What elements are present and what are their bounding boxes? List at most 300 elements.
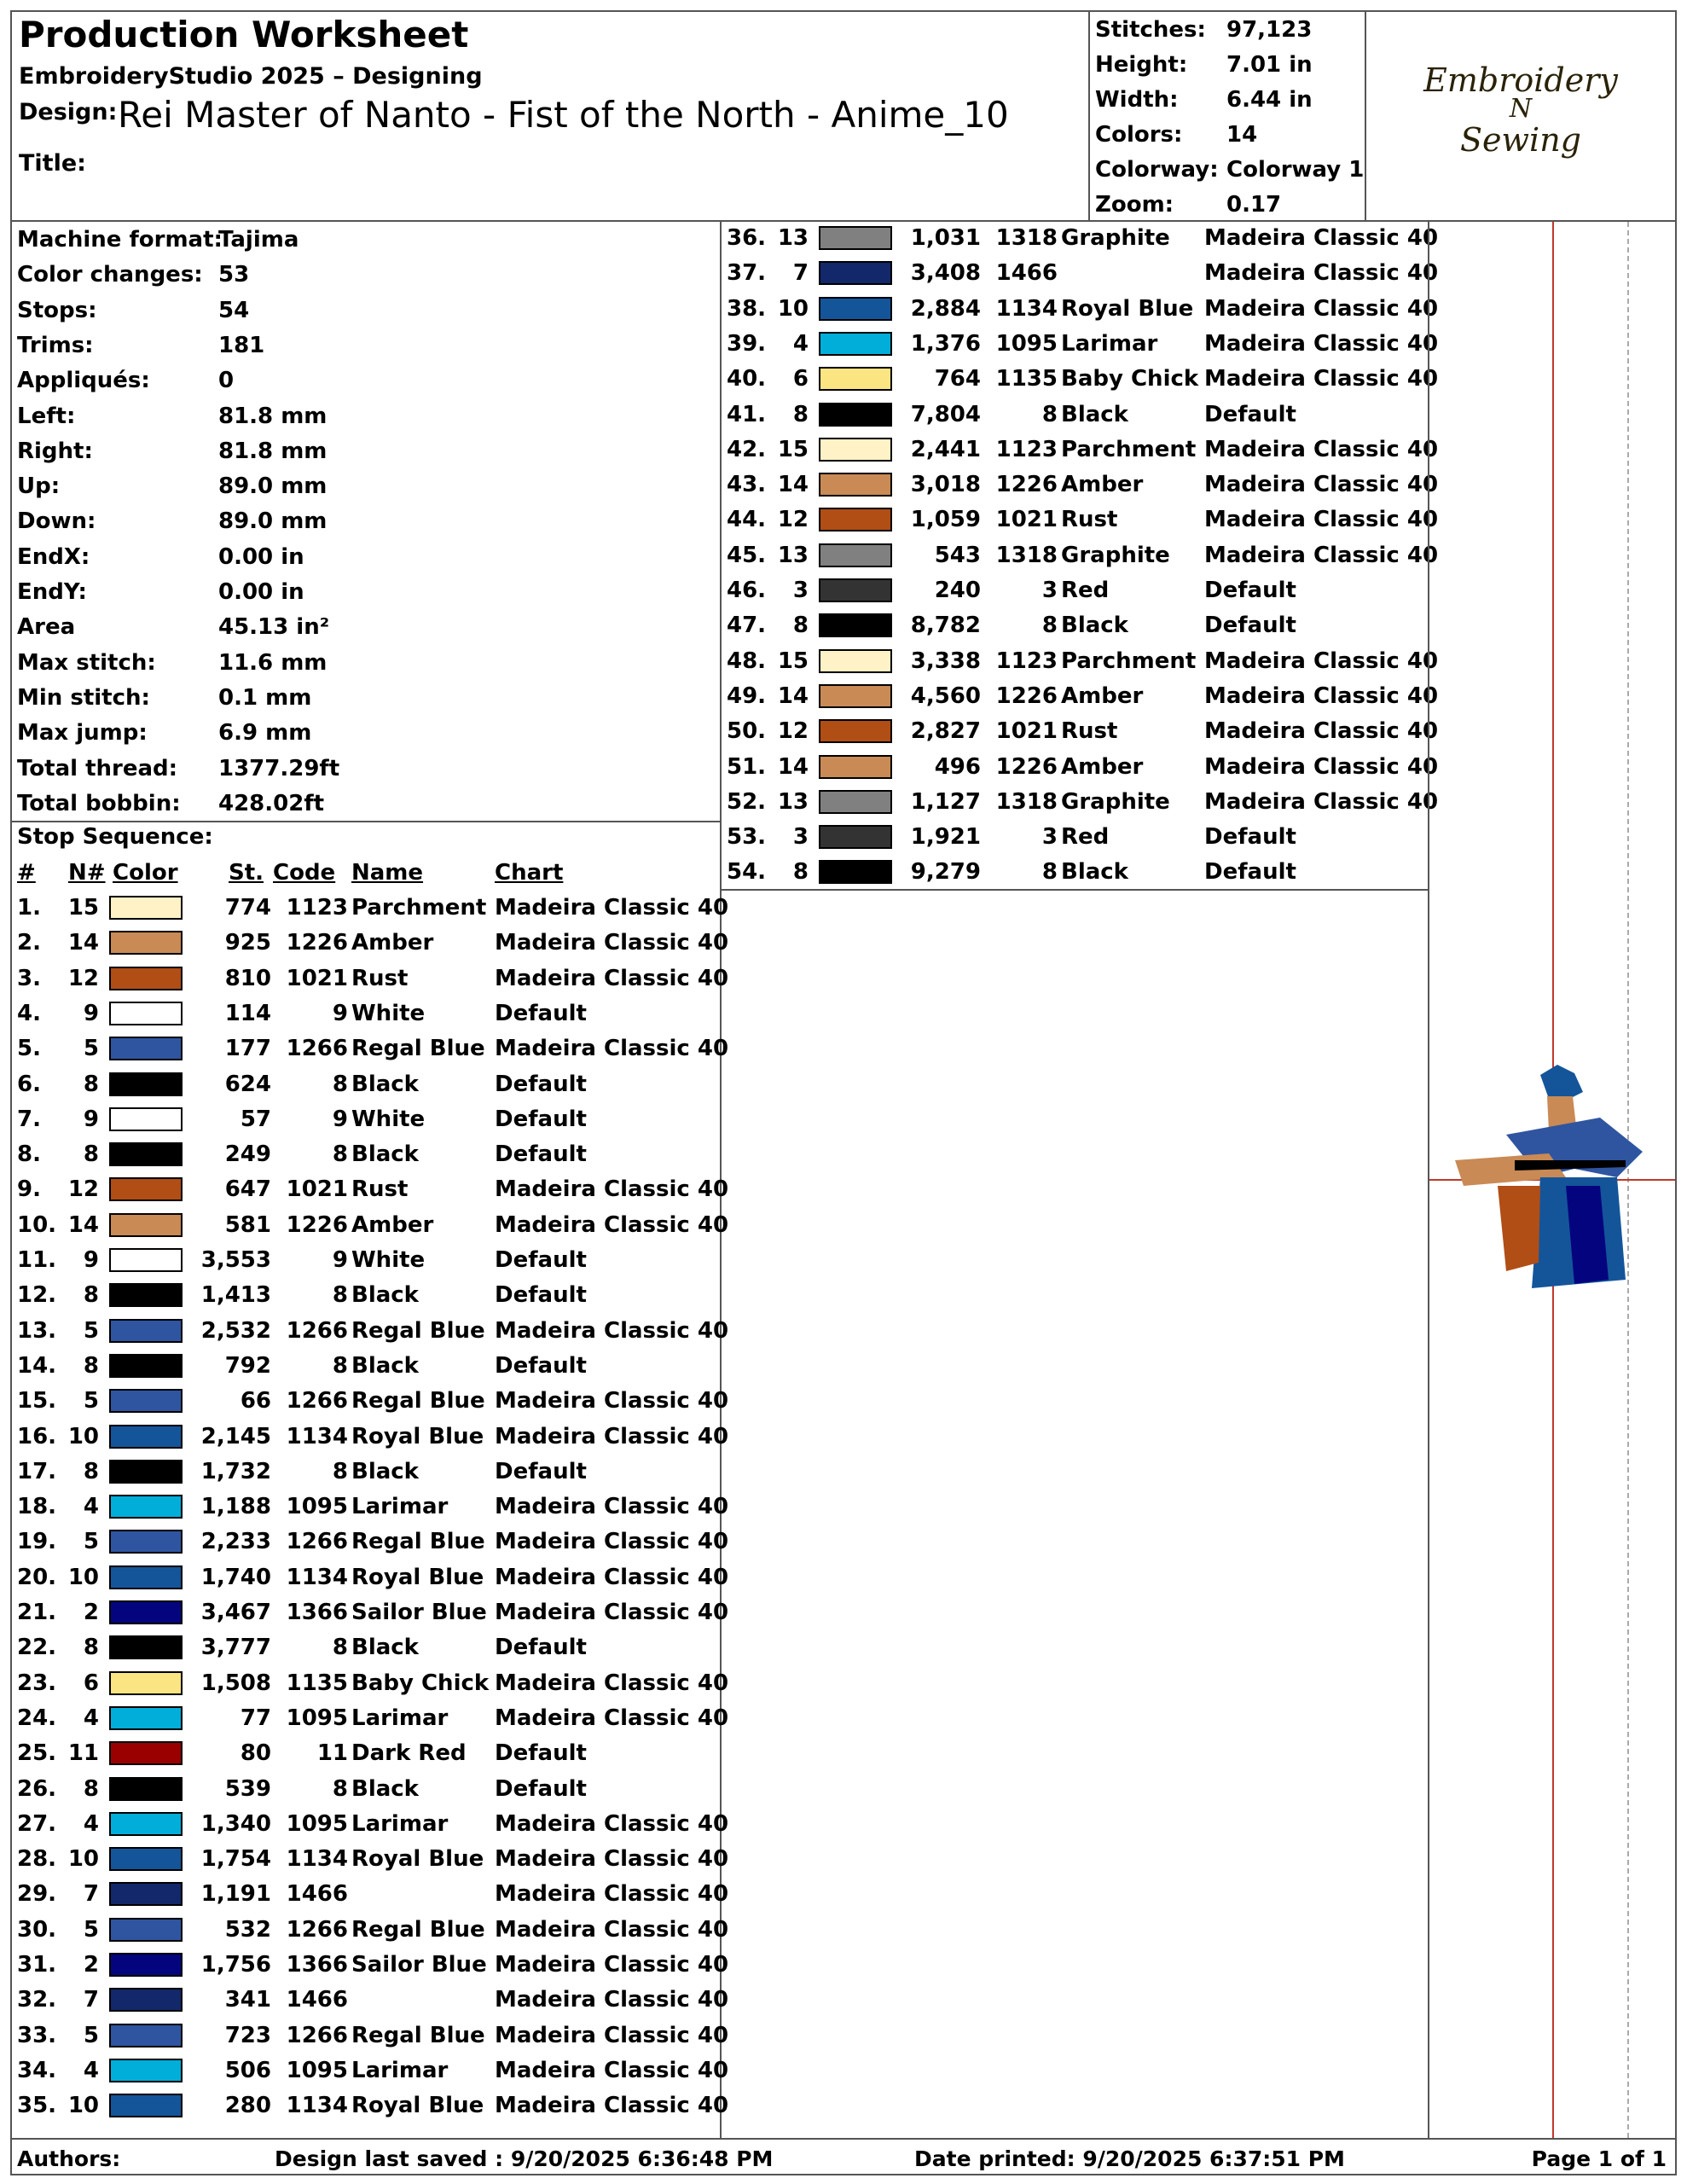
thread-name: Black (351, 1635, 419, 1661)
color-swatch (819, 508, 892, 531)
stitch-count: 810 (224, 965, 271, 991)
thread-name: Red (1061, 578, 1110, 603)
thread-code: 1266 (286, 1529, 348, 1555)
thread-code: 8 (332, 1071, 348, 1097)
stitch-count: 77 (240, 1705, 271, 1731)
row-number: 35. (17, 2093, 57, 2119)
thread-name: Black (1061, 859, 1128, 886)
thread-name: Black (351, 1071, 419, 1097)
logo-panel (1365, 10, 1677, 222)
info-label: Max stitch: (17, 649, 156, 676)
row-number: 27. (17, 1810, 57, 1837)
row-number: 46. (727, 578, 767, 603)
col-header-code: Code (273, 860, 336, 886)
stitch-count: 496 (934, 753, 981, 780)
thread-code: 1226 (995, 472, 1058, 498)
sequence-row (12, 1667, 729, 1702)
thread-code: 1226 (995, 682, 1058, 709)
color-swatch (109, 1425, 183, 1449)
color-swatch (109, 1600, 183, 1624)
thread-name: Black (351, 1352, 419, 1379)
needle-number: 8 (83, 1141, 99, 1168)
row-number: 22. (17, 1635, 57, 1661)
info-value: 428.02ft (218, 790, 325, 816)
info-value: 181 (218, 332, 265, 358)
row-number: 39. (727, 330, 767, 357)
thread-chart: Madeira Classic 40 (495, 1176, 729, 1203)
stitch-count: 249 (224, 1141, 271, 1168)
color-swatch (109, 1177, 183, 1201)
thread-chart: Default (495, 1458, 587, 1484)
row-number: 14. (17, 1352, 57, 1379)
stitch-count: 3,338 (910, 648, 981, 674)
stitch-count: 1,127 (910, 788, 981, 815)
color-swatch (819, 790, 892, 814)
thread-chart: Madeira Classic 40 (1204, 753, 1439, 780)
needle-number: 10 (67, 1423, 99, 1449)
embroidery-n-sewing-logo (1366, 61, 1675, 189)
info-value: 1377.29ft (218, 755, 340, 781)
row-number: 15. (17, 1388, 57, 1414)
header-panel (10, 10, 1090, 222)
sequence-row (12, 1385, 729, 1420)
stop-sequence-panel (10, 821, 729, 2140)
thread-name: Regal Blue (351, 1317, 485, 1344)
thread-chart: Madeira Classic 40 (1204, 718, 1439, 745)
needle-number: 7 (83, 1987, 99, 2013)
thread-code: 1226 (286, 930, 348, 956)
thread-name: Parchment (1061, 436, 1197, 462)
row-number: 32. (17, 1987, 57, 2013)
row-number: 18. (17, 1494, 57, 1520)
row-number: 31. (17, 1952, 57, 1978)
row-number: 28. (17, 1846, 57, 1873)
color-swatch (109, 1283, 183, 1307)
color-swatch (109, 1389, 183, 1413)
info-value: 81.8 mm (218, 403, 328, 429)
sequence-row (12, 1878, 729, 1913)
stitch-count: 3,018 (910, 472, 981, 498)
thread-code: 1095 (286, 1810, 348, 1837)
stitch-count: 764 (934, 366, 981, 392)
sequence-row (722, 786, 1439, 821)
color-swatch (109, 1918, 183, 1942)
needle-number: 14 (67, 930, 99, 956)
thread-chart: Madeira Classic 40 (495, 1810, 729, 1837)
color-swatch (819, 473, 892, 497)
stitch-count: 506 (224, 2057, 271, 2083)
thread-code: 1318 (995, 542, 1058, 568)
color-swatch (109, 1741, 183, 1765)
thread-code: 1134 (286, 1423, 348, 1449)
sequence-row (722, 574, 1429, 609)
thread-name: White (351, 1000, 426, 1026)
thread-code: 8 (332, 1141, 348, 1168)
needle-number: 15 (777, 648, 809, 674)
needle-number: 10 (67, 1564, 99, 1590)
row-number: 26. (17, 1775, 57, 1802)
stitch-count: 1,340 (200, 1810, 271, 1837)
info-value: 54 (218, 297, 250, 323)
sequence-row (722, 715, 1439, 750)
thread-chart: Madeira Classic 40 (1204, 225, 1439, 251)
thread-code: 8 (1041, 401, 1058, 427)
stop-sequence-continued (720, 220, 1439, 891)
thread-name: Dark Red (351, 1740, 467, 1767)
thread-name: Regal Blue (351, 2022, 485, 2048)
stitch-count: 2,532 (200, 1317, 271, 1344)
stitch-count: 925 (224, 930, 271, 956)
stitch-count: 66 (240, 1388, 271, 1414)
needle-number: 10 (67, 1846, 99, 1873)
row-number: 19. (17, 1529, 57, 1555)
sequence-row (722, 328, 1439, 363)
thread-name: Rust (351, 1176, 409, 1203)
thread-name: Black (351, 1775, 419, 1802)
stat-label: Colors: (1095, 122, 1183, 148)
thread-chart: Madeira Classic 40 (495, 1916, 729, 1943)
thread-chart: Madeira Classic 40 (495, 1529, 729, 1555)
color-swatch (109, 2024, 183, 2048)
needle-number: 5 (83, 1916, 99, 1943)
row-number: 10. (17, 1211, 57, 1238)
thread-name: Larimar (351, 1705, 449, 1731)
sequence-row (722, 680, 1439, 715)
sequence-row (12, 1173, 729, 1208)
thread-chart: Madeira Classic 40 (495, 2093, 729, 2119)
sequence-row (722, 398, 1429, 433)
thread-name: Royal Blue (351, 1564, 484, 1590)
sequence-row (12, 1420, 729, 1455)
sequence-row (722, 468, 1439, 503)
stitch-count: 9,279 (910, 859, 981, 886)
color-swatch (109, 1530, 183, 1554)
color-swatch (109, 1777, 183, 1801)
stitch-count: 177 (224, 1036, 271, 1062)
stitch-count: 1,376 (910, 330, 981, 357)
info-label: Total bobbin: (17, 790, 181, 816)
color-swatch (109, 1037, 183, 1060)
stitch-count: 647 (224, 1176, 271, 1203)
sequence-row (722, 257, 1439, 292)
color-swatch (819, 649, 892, 673)
thread-name: Amber (1061, 753, 1144, 780)
thread-code: 1366 (286, 1952, 348, 1978)
thread-name: Rust (1061, 507, 1118, 533)
thread-code: 1123 (286, 895, 348, 921)
info-label: Right: (17, 438, 93, 464)
sequence-row (12, 1068, 720, 1103)
needle-number: 4 (83, 1810, 99, 1837)
thread-code: 1134 (286, 2093, 348, 2119)
row-number: 20. (17, 1564, 57, 1590)
color-swatch (109, 1142, 183, 1166)
needle-number: 4 (83, 2057, 99, 2083)
thread-chart: Madeira Classic 40 (1204, 330, 1439, 357)
thread-name: Regal Blue (351, 1036, 485, 1062)
thread-code: 1135 (995, 366, 1058, 392)
info-label: EndX: (17, 543, 90, 570)
stitch-count: 280 (224, 2093, 271, 2119)
color-swatch (109, 1107, 183, 1131)
thread-code: 3 (1041, 578, 1058, 603)
footer (10, 2138, 1677, 2175)
stitch-count: 2,827 (910, 718, 981, 745)
thread-chart: Madeira Classic 40 (495, 1564, 729, 1590)
thread-name: Black (1061, 613, 1128, 639)
color-swatch (109, 1495, 183, 1519)
color-swatch (109, 1213, 183, 1237)
thread-code: 1466 (286, 1987, 348, 2013)
thread-name: Black (351, 1141, 419, 1168)
thread-code: 11 (316, 1740, 348, 1767)
stitch-count: 57 (240, 1106, 271, 1132)
stitch-count: 581 (224, 1211, 271, 1238)
col-header-st: St. (229, 860, 264, 886)
stat-value: 6.44 in (1226, 87, 1313, 113)
thread-code: 1266 (286, 1388, 348, 1414)
thread-code: 8 (1041, 859, 1058, 886)
row-number: 24. (17, 1705, 57, 1731)
stat-value: Colorway 1 (1226, 157, 1365, 183)
needle-number: 12 (777, 718, 809, 745)
sequence-row (12, 1702, 729, 1737)
stitch-count: 3,777 (200, 1635, 271, 1661)
sequence-row (722, 609, 1429, 644)
stitch-count: 4,560 (910, 682, 981, 709)
color-swatch (109, 1635, 183, 1659)
sequence-row (722, 433, 1439, 468)
authors-label: Authors: (17, 2146, 121, 2171)
sequence-row (722, 751, 1439, 786)
thread-code: 1134 (286, 1564, 348, 1590)
thread-name: Parchment (1061, 648, 1197, 674)
thread-code: 1226 (286, 1211, 348, 1238)
thread-chart: Madeira Classic 40 (495, 1036, 729, 1062)
thread-name: Red (1061, 824, 1110, 851)
thread-chart: Default (495, 1141, 587, 1168)
row-number: 16. (17, 1423, 57, 1449)
info-label: Total thread: (17, 755, 178, 781)
needle-number: 9 (83, 1106, 99, 1132)
design-label: Design: (19, 99, 118, 125)
thread-name: White (351, 1247, 426, 1273)
stitch-count: 774 (224, 895, 271, 921)
row-number: 2. (17, 930, 41, 956)
row-number: 49. (727, 682, 767, 709)
color-swatch (109, 967, 183, 990)
row-number: 50. (727, 718, 767, 745)
title-label: Title: (19, 150, 86, 177)
row-number: 1. (17, 895, 41, 921)
page-number: Page 1 of 1 (1531, 2146, 1667, 2171)
stitch-count: 341 (224, 1987, 271, 2013)
needle-number: 2 (83, 1600, 99, 1625)
thread-chart: Madeira Classic 40 (1204, 295, 1439, 322)
thread-name: Graphite (1061, 542, 1170, 568)
thread-code: 1466 (286, 1881, 348, 1908)
needle-number: 5 (83, 1529, 99, 1555)
stat-label: Colorway: (1095, 157, 1219, 183)
color-swatch (109, 2094, 183, 2117)
sequence-row (12, 1138, 720, 1173)
row-number: 38. (727, 295, 767, 322)
info-value: 45.13 in² (218, 614, 330, 641)
stitch-count: 1,740 (200, 1564, 271, 1590)
row-number: 48. (727, 648, 767, 674)
needle-number: 10 (67, 2093, 99, 2119)
thread-chart: Default (1204, 401, 1296, 427)
thread-chart: Madeira Classic 40 (1204, 472, 1439, 498)
color-swatch (109, 1706, 183, 1730)
row-number: 8. (17, 1141, 41, 1168)
sequence-row (722, 856, 1429, 891)
needle-number: 8 (83, 1458, 99, 1484)
needle-number: 8 (83, 1282, 99, 1309)
thread-chart: Default (1204, 613, 1296, 639)
color-swatch (819, 825, 892, 849)
stitch-count: 1,031 (910, 225, 981, 251)
stitch-count: 1,756 (200, 1952, 271, 1978)
info-label: Left: (17, 403, 76, 429)
color-swatch (819, 860, 892, 884)
color-swatch (109, 1882, 183, 1906)
color-swatch (109, 1319, 183, 1343)
color-swatch (109, 1565, 183, 1589)
design-info-panel (10, 220, 722, 822)
info-label: Machine format: (17, 227, 223, 253)
color-swatch (109, 931, 183, 955)
app-name: EmbroideryStudio 2025 – Designing (19, 63, 483, 90)
thread-name: Larimar (1061, 330, 1158, 357)
thread-code: 1095 (995, 330, 1058, 357)
row-number: 4. (17, 1000, 41, 1026)
row-number: 52. (727, 788, 767, 815)
row-number: 5. (17, 1036, 41, 1062)
thread-chart: Madeira Classic 40 (1204, 788, 1439, 815)
thread-name: Graphite (1061, 788, 1170, 815)
color-swatch (819, 226, 892, 250)
thread-code: 8 (332, 1458, 348, 1484)
thread-name: Royal Blue (351, 1423, 484, 1449)
thread-code: 1266 (286, 2022, 348, 2048)
row-number: 53. (727, 824, 767, 851)
needle-number: 6 (83, 1670, 99, 1696)
needle-number: 13 (777, 788, 809, 815)
sequence-row (12, 1596, 729, 1631)
thread-code: 1266 (286, 1317, 348, 1344)
thread-name: Baby Chick (1061, 366, 1199, 392)
thread-chart: Madeira Classic 40 (495, 1600, 729, 1625)
stitch-count: 792 (224, 1352, 271, 1379)
thread-name: Regal Blue (351, 1916, 485, 1943)
thread-code: 1123 (995, 436, 1058, 462)
thread-code: 3 (1041, 824, 1058, 851)
row-number: 23. (17, 1670, 57, 1696)
thread-name: Larimar (351, 1494, 449, 1520)
sequence-row (12, 1455, 720, 1490)
info-value: 0 (218, 368, 235, 394)
thread-chart: Default (495, 1740, 587, 1767)
thread-code: 1095 (286, 2057, 348, 2083)
design-thumbnail (1438, 1058, 1668, 1314)
sequence-row (12, 997, 720, 1032)
thread-chart: Default (495, 1635, 587, 1661)
thread-name: Royal Blue (351, 2093, 484, 2119)
logo-line-1: Embroidery (1423, 61, 1618, 99)
thread-name: Sailor Blue (351, 1952, 487, 1978)
needle-number: 5 (83, 1388, 99, 1414)
color-swatch (109, 1460, 183, 1484)
thread-name: Sailor Blue (351, 1600, 487, 1625)
stitch-count: 1,732 (200, 1458, 271, 1484)
date-printed: Date printed: 9/20/2025 6:37:51 PM (914, 2146, 1345, 2171)
thread-chart: Default (495, 1000, 587, 1026)
thread-name: Amber (1061, 472, 1144, 498)
stat-value: 14 (1226, 122, 1258, 148)
stitch-count: 624 (224, 1071, 271, 1097)
thread-chart: Madeira Classic 40 (495, 965, 729, 991)
stitch-count: 1,754 (200, 1846, 271, 1873)
thread-chart: Madeira Classic 40 (495, 1670, 729, 1696)
needle-number: 4 (83, 1705, 99, 1731)
sequence-row (722, 503, 1439, 538)
thread-code: 1134 (286, 1846, 348, 1873)
thread-code: 1366 (286, 1600, 348, 1625)
col-header-name: Name (351, 860, 424, 886)
needle-number: 12 (67, 965, 99, 991)
row-number: 37. (727, 260, 767, 287)
thread-code: 9 (332, 1106, 348, 1132)
needle-number: 7 (792, 260, 809, 287)
thread-code: 1021 (995, 507, 1058, 533)
thread-code: 1123 (995, 648, 1058, 674)
thread-code: 8 (332, 1282, 348, 1309)
needle-number: 8 (792, 401, 809, 427)
info-label: Color changes: (17, 262, 203, 288)
needle-number: 8 (83, 1352, 99, 1379)
sequence-row (12, 1984, 729, 2018)
color-swatch (109, 1847, 183, 1871)
stitch-count: 7,804 (910, 401, 981, 427)
row-number: 41. (727, 401, 767, 427)
color-swatch (109, 896, 183, 920)
sequence-row (722, 222, 1439, 257)
color-swatch (109, 1248, 183, 1272)
color-swatch (819, 367, 892, 391)
row-number: 17. (17, 1458, 57, 1484)
color-swatch (109, 1953, 183, 1977)
thread-chart: Default (495, 1247, 587, 1273)
thread-chart: Default (495, 1106, 587, 1132)
needle-number: 3 (792, 578, 809, 603)
stop-sequence-title: Stop Sequence: (17, 824, 213, 850)
needle-number: 5 (83, 1036, 99, 1062)
sequence-row (722, 539, 1439, 574)
row-number: 40. (727, 366, 767, 392)
stitch-count: 3,408 (910, 260, 981, 287)
thread-chart: Madeira Classic 40 (495, 1494, 729, 1520)
row-number: 21. (17, 1600, 57, 1625)
thread-chart: Madeira Classic 40 (495, 1211, 729, 1238)
thread-chart: Madeira Classic 40 (495, 1705, 729, 1731)
stitch-count: 80 (240, 1740, 271, 1767)
sequence-row (12, 1315, 729, 1350)
color-swatch (819, 578, 892, 602)
thread-chart: Madeira Classic 40 (495, 1987, 729, 2013)
info-value: 89.0 mm (218, 508, 328, 535)
needle-number: 15 (777, 436, 809, 462)
